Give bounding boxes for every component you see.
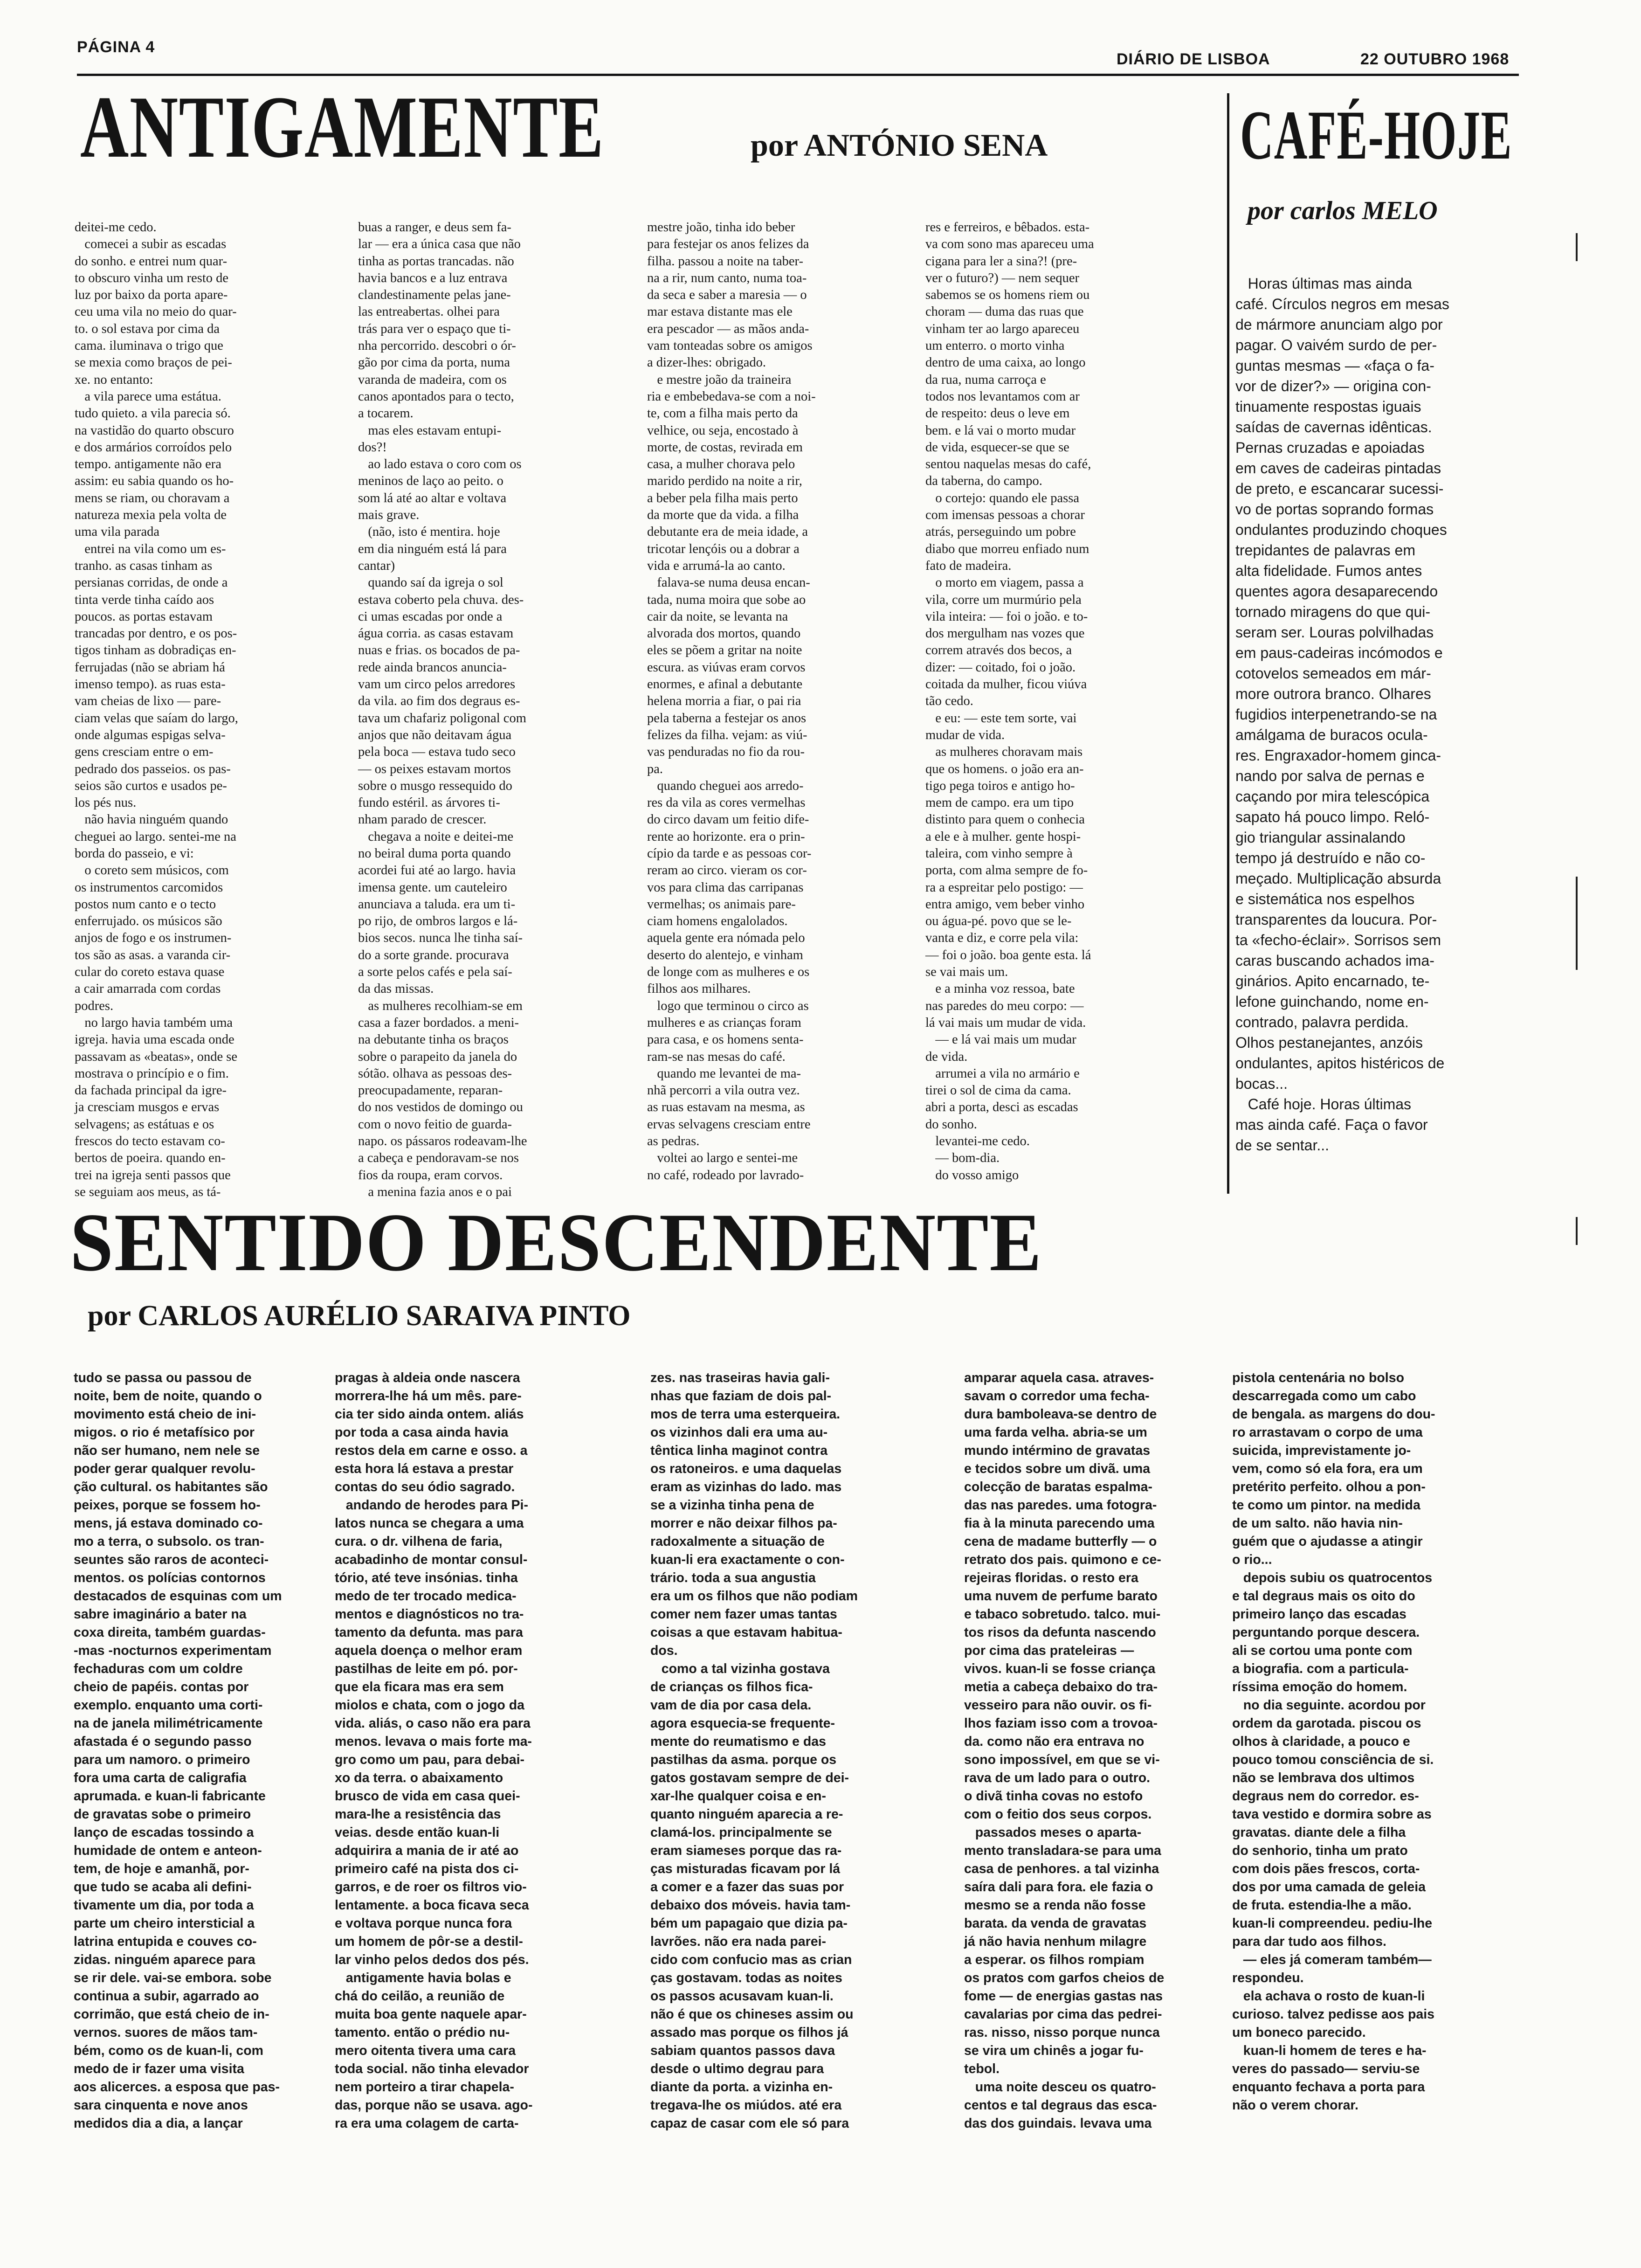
newspaper-name: DIÁRIO DE LISBOA [1117, 50, 1270, 68]
article-body: Horas últimas mas ainda café. Círculos negros em mesas de mármore anunciam algo por pagar. O vaivém surdo de per- guntas mesmas — «faça o fa- vor de dizer?» — origina con- tinuamente respostas iguais saídas de cavernas idênticas. Pernas cruzadas e apoiadas em caves de cadeiras pintadas de preto, e escancarar sucessi- vo de portas soprando formas ondulantes produzindo choques trepidantes de palavras em alta fidelidade. Fumos antes quentes agora desaparecendo tornado miragens do que qui- seram ser. Louras polvilhadas em paus-cadeiras incómodos e cotovelos semeados em már- more outrora branco. Olhares fugidios interpenetrando-se na amálgama de buracos ocula- res. Engraxador-homem ginca- nando por salva de pernas e caçando por mira telescópica sapato há pouco limpo. Reló- gio triangular assinalando tempo já destruído e não co- meçado. Multiplicação absurda e sistemática nos espelhos transparentes da loucura. Por- ta «fecho-éclair». Sorrisos sem caras buscando achados ima- ginários. Apito encarnado, te- lefone guinchando, nome en- contrado, palavra perdida. Olhos pestanejantes, anzóis ondulantes, apitos histéricos de bocas... Café hoje. Horas últimas mas ainda café. Faça o favor de se sentar... [1235, 275, 1449, 1154]
article-column: deitei-me cedo. comecei a subir as escadas do sonho. e entrei num quar- to obscuro vinha um resto de luz por baixo da porta apare- ceu uma vila no meio do quar- to. o sol estava por cima da cama. iluminava o trigo que se mexia como braços de pei- xe. no entanto: a vila parece uma estátua. tudo quieto. a vila parecia só. na vastidão do quarto obscuro e dos armários corroídos pelo tempo. antigamente não era assim: eu sabia quando os ho- mens se riam, ou choravam a natureza mexia pela volta de uma vila parada entrei na vila como um es- tranho. as casas tinham as persianas corridas, de onde a tinta verde tinha caído aos poucos. as portas estavam trancadas por dentro, e os pos- tigos tinham as dobradiças en- ferrujadas (não se abriam há imenso tempo). as ruas esta- vam cheias de lixo — pare- ciam velas que saíam do largo, onde algumas espigas selva- gens cresciam entre o em- pedrado dos passeios. os pas- seios são curtos e usados pe- los pés nus. não havia ninguém quando cheguei ao largo. sentei-me na borda do passeio, e vi: o coreto sem músicos, com os instrumentos carcomidos postos num canto e o tecto enferrujado. os músicos são anjos de fogo e os instrumen- tos são as asas. a varanda cir- cular do coreto estava quase a cair amarrada com cordas podres. no largo havia também uma igreja. havia uma escada onde passavam as «beatas», onde se mostrava o princípio e o fim. da fachada principal da igre- ja cresciam musgos e ervas selvagens; as estátuas e os frescos do tecto estavam co- bertos de poeira. quando en- trei na igreja senti passos que se seguiam aos meus, as tá- [75, 220, 238, 1199]
article-column: pragas à aldeia onde nascera morrera-lhe há um mês. pare- cia ter sido ainda ontem. aliás por toda a casa ainda havia restos dela em carne e osso. a esta hora lá estava a prestar contas do seu ódio sagrado. andando de herodes para Pi- latos nunca se chegara a uma cura. o dr. vilhena de faria, acabadinho de montar consul- tório, até teve insónias. tinha medo de ter trocado medica- mentos e diagnósticos no tra- tamento da defunta. mas para aquela doença o melhor eram pastilhas de leite em pó. por- que ela ficara mas era sem miolos e chata, com o jogo da vida. aliás, o caso não era para menos. levava o mais forte ma- gro como um pau, para debai- xo da terra. o abaixamento brusco de vida em casa quei- mara-lhe a resistência das veias. desde então kuan-li adquirira a mania de ir até ao primeiro café na pista dos ci- garros, e de roer os filtros vio- lentamente. a boca ficava seca e voltava porque nunca fora um homem de pôr-se a destil- lar vinho pelos dedos dos pés. antigamente havia bolas e chá do ceilão, a reunião de muita boa gente naquele apar- tamento. então o prédio nu- mero oitenta tivera uma cara toda social. não tinha elevador nem porteiro a tirar chapela- das, porque não se usava. ago- ra era uma colagem de carta- [335, 1370, 533, 2131]
article-byline: por CARLOS AURÉLIO SARAIVA PINTO [88, 1300, 631, 1332]
column-divider [1227, 93, 1229, 1194]
article-column: pistola centenária no bolso descarregada como um cabo de bengala. as margens do dou- ro arrastavam o corpo de uma suicida, imprevistamente jo- vem, como só ela fora, era um pretérito perfeito. olhou a pon- te como um pintor. na medida de um salto. não havia nin- guém que o ajudasse a atingir o rio... depois subiu os quatrocentos e tal degraus mais os oito do primeiro lanço das escadas perguntando porque descera. ali se cortou uma ponte com a biografia. com a particula- ríssima emoção do homem. no dia seguinte. acordou por ordem da garotada. piscou os olhos à claridade, a pouco e pouco tomou consciência de si. não se lembrava dos ultimos degraus nem do corredor. es- tava vestido e dormira sobre as gravatas. diante dele a filha do senhorio, tinha um prato com dois pães frescos, corta- dos por uma camada de geleia de fruta. estendia-lhe a mão. kuan-li compreendeu. pediu-lhe para dar tudo aos filhos. — eles já comeram também— respondeu. ela achava o rosto de kuan-li curioso. talvez pedisse aos pais um boneco parecido. kuan-li homem de teres e ha- veres do passado— serviu-se enquanto fechava a porta para não o verem chorar. [1232, 1370, 1435, 2113]
masthead-rule [77, 74, 1519, 76]
article-column: mestre joão, tinha ido beber para festejar os anos felizes da filha. passou a noite na taber- na a rir, num canto, numa toa- da seca e saber a maresia — o mar estava distante mas ele era pescador — as mãos anda- vam tonteadas sobre os amigos a dizer-lhes: obrigado. e mestre joão da traineira ria e embebedava-se com a noi- te, com a filha mais perto da velhice, ou seja, encostado à morte, de costas, revirada em casa, a mulher chorava pelo marido perdido na noite a rir, a beber pela filha mais perto da morte que da vida. a filha debutante era de meia idade, a tricotar lençóis ou a dobrar a vida e arrumá-la ao canto. falava-se numa deusa encan- tada, numa moira que sobe ao cair da noite, se levanta na alvorada dos mortos, quando eles se põem a gritar na noite escura. as viúvas eram corvos enormes, e afinal a debutante helena morria a fiar, o pai ria pela taberna a festejar os anos felizes da filha. vejam: as viú- vas penduradas no fio da rou- pa. quando cheguei aos arredo- res da vila as cores vermelhas do circo davam um feitio dife- rente ao horizonte. era o prin- cípio da tarde e as pessoas cor- reram ao circo. vieram os cor- vos para clima das carripanas vermelhas; os animais pare- ciam homens engalolados. aquela gente era nómada pelo deserto do alentejo, e vinham de longe com as mulheres e os filhos aos milhares. logo que terminou o circo as mulheres e as crianças foram para casa, e os homens senta- ram-se nas mesas do café. quando me levantei de ma- nhã percorri a vila outra vez. as ruas estavam na mesma, as ervas selvagens cresciam entre as pedras. voltei ao largo e sentei-me no café, rodeado por lavrado- [647, 220, 816, 1182]
article-byline: por ANTÓNIO SENA [751, 127, 1048, 163]
article-column: zes. nas traseiras havia gali- nhas que faziam de dois pal- mos de terra uma esterqueira. os vizinhos dali era uma au- têntica linha maginot contra os ratoneiros. e uma daquelas eram as vizinhas do lado. mas se a vizinha tinha pena de morrer e não deixar filhos pa- radoxalmente a situação de kuan-li era exactamente o con- trário. toda a sua angustia era um os filhos que não podiam comer nem fazer umas tantas coisas a que estavam habitua- dos. como a tal vizinha gostava de crianças os filhos fica- vam de dia por casa dela. agora esquecia-se frequente- mente do reumatismo e das pastilhas da asma. porque os gatos gostavam sempre de dei- xar-lhe qualquer coisa e en- quanto ninguém aparecia a re- clamá-los. principalmente se eram siameses porque das ra- ças misturadas ficavam por lá a comer e a fazer das suas por debaixo dos móveis. havia tam- bém um papagaio que dizia pa- lavrões. não era nada parei- cido com confucio mas as crian ças gostavam. todas as noites os passos acusavam kuan-li. não é que os chineses assim ou assado mas porque os filhos já sabiam quantos passos dava desde o ultimo degrau para diante da porta. a vizinha en- tregava-lhe os miúdos. até era capaz de casar com ele só para [650, 1370, 858, 2131]
article-column: amparar aquela casa. atraves- savam o corredor uma fecha- dura bamboleava-se dentro de uma farda velha. abria-se um mundo intérmino de gravatas e tecidos sobre um divã. uma colecção de baratas espalma- das nas paredes. uma fotogra- fia à la minuta parecendo uma cena de madame butterfly — o retrato dos pais. quimono e ce- rejeiras floridas. o resto era uma nuvem de perfume barato e tabaco sobretudo. talco. mui- tos risos da defunta nascendo por cima das prateleiras — vivos. kuan-li se fosse criança metia a cabeça debaixo do tra- vesseiro para não ouvir. os fi- lhos faziam isso com a trovoa- da. como não era entrava no sono impossível, em que se vi- rava de um lado para o outro. o divã tinha covas no estofo com o feitio dos seus corpos. passados meses o aparta- mento transladara-se para uma casa de penhores. a tal vizinha saíra dali para fora. ele fazia o mesmo se a renda não fosse barata. da venda de gravatas já não havia nenhum milagre a esperar. os filhos rompiam os pratos com garfos cheios de fome — de energias gastas nas cavalarias por cima das pedrei- ras. nisso, nisso porque nunca se vira um chinês a jogar fu- tebol. uma noite desceu os quatro- centos e tal degraus das esca- das dos guindais. levava uma [964, 1370, 1165, 2131]
margin-mark [1576, 1217, 1578, 1245]
article-column: tudo se passa ou passou de noite, bem de noite, quando o movimento está cheio de ini- migos. o rio é metafísico por não ser humano, nem nele se poder gerar qualquer revolu- ção cultural. os habitantes são peixes, porque se fossem ho- mens, já estava dominado co- mo a terra, o subsolo. os tran- seuntes são raros de aconteci- mentos. os polícias contornos destacados de esquinas com um sabre imaginário a bater na coxa direita, também guardas- -mas -nocturnos experimentam fechaduras com um coldre cheio de papéis. contas por exemplo. enquanto uma corti- na de janela milimétricamente afastada é o segundo passo para um namoro. o primeiro fora uma carta de caligrafia aprumada. e kuan-li fabricante de gravatas sobe o primeiro lanço de escadas tossindo a humidade de ontem e anteon- tem, de hoje e amanhã, por- que tudo se acaba ali defini- tivamente um dia, por toda a parte um cheiro intersticial a latrina entupida e couves co- zidas. ninguém aparece para se rir dele. vai-se embora. sobe continua a subir, agarrado ao corrimão, que está cheio de in- vernos. suores de mãos tam- bém, como os de kuan-li, com medo de ir fazer uma visita aos alicerces. a esposa que pas- sara cinquenta e nove anos medidos dia a dia, a lançar [74, 1370, 282, 2131]
article-title: SENTIDO DESCENDENTE [70, 1196, 1042, 1288]
page-number: PÁGINA 4 [77, 38, 155, 56]
article-byline: por carlos MELO [1248, 196, 1438, 225]
issue-date: 22 OUTUBRO 1968 [1360, 50, 1510, 68]
article-title: ANTIGAMENTE [80, 78, 604, 176]
article-title: CAFÉ-HOJE [1240, 97, 1512, 174]
margin-mark [1576, 877, 1578, 970]
article-column: res e ferreiros, e bêbados. esta- va com sono mas apareceu uma cigana para ler a sina?! (pre- ver o futuro?) — nem sequer sabemos se os homens riem ou choram — duma das ruas que vinham ter ao largo apareceu um enterro. o morto vinha dentro de uma caixa, ao longo da rua, numa carroça e todos nos levantamos com ar de respeito: deus o leve em bem. e lá vai o morto mudar de vida, esquecer-se que se sentou naquelas mesas do café, da taberna, do campo. o cortejo: quando ele passa com imensas pessoas a chorar atrás, perseguindo um pobre diabo que morreu enfiado num fato de madeira. o morto em viagem, passa a vila, corre um murmúrio pela vila inteira: — foi o joão. e to- dos mergulham nas vozes que correm através dos becos, a dizer: — coitado, foi o joão. coitada da mulher, ficou viúva tão cedo. e eu: — este tem sorte, vai mudar de vida. as mulheres choravam mais que os homens. o joão era an- tigo pega toiros e antigo ho- mem de campo. era um tipo distinto para quem o conhecia a ele e à mulher. gente hospi- taleira, com vinho sempre à porta, com alma sempre de fo- ra a espreitar pelo postigo: — entra amigo, vem beber vinho ou água-pé. povo que se le- vanta e diz, e corre pela vila: — foi o joão. boa gente esta. lá se vai mais um. e a minha voz ressoa, bate nas paredes do meu corpo: — lá vai mais um mudar de vida. — e lá vai mais um mudar de vida. arrumei a vila no armário e tirei o sol de cima da cama. abri a porta, desci as escadas do sonho. levantei-me cedo. — bom-dia. do vosso amigo [925, 220, 1094, 1182]
article-column: buas a ranger, e deus sem fa- lar — era a única casa que não tinha as portas trancadas. não havia bancos e a luz entrava clandestinamente pelas jane- las entreabertas. olhei para trás para ver o espaço que ti- nha percorrido. descobri o ór- gão por cima da porta, numa varanda de madeira, com os canos apontados para o tecto, a tocarem. mas eles estavam entupi- dos?! ao lado estava o coro com os meninos de laço ao peito. o som lá até ao altar e voltava mais grave. (não, isto é mentira. hoje em dia ninguém está lá para cantar) quando saí da igreja o sol estava coberto pela chuva. des- ci umas escadas por onde a água corria. as casas estavam nuas e frias. os bocados de pa- rede ainda brancos anuncia- vam um circo pelos arredores da vila. ao fim dos degraus es- tava um chafariz poligonal com anjos que não deitavam água pela boca — estava tudo seco — os peixes estavam mortos sobre o musgo ressequido do fundo estéril. as árvores ti- nham parado de crescer. chegava a noite e deitei-me no beiral duma porta quando acordei fui até ao largo. havia imensa gente. um cauteleiro anunciava a taluda. era um ti- po rijo, de ombros largos e lá- bios secos. nunca lhe tinha saí- do a sorte grande. procurava a sorte pelos cafés e pela saí- da das missas. as mulheres recolhiam-se em casa a fazer bordados. a meni- na debutante tinha os braços sobre o parapeito da janela do sótão. olhava as pessoas des- preocupadamente, reparan- do nos vestidos de domingo ou com o novo feitio de guarda- napo. os pássaros rodeavam-lhe a cabeça e pendoravam-se nos fios da roupa, eram corvos. a menina fazia anos e o pai [358, 220, 527, 1199]
margin-mark [1576, 233, 1578, 261]
